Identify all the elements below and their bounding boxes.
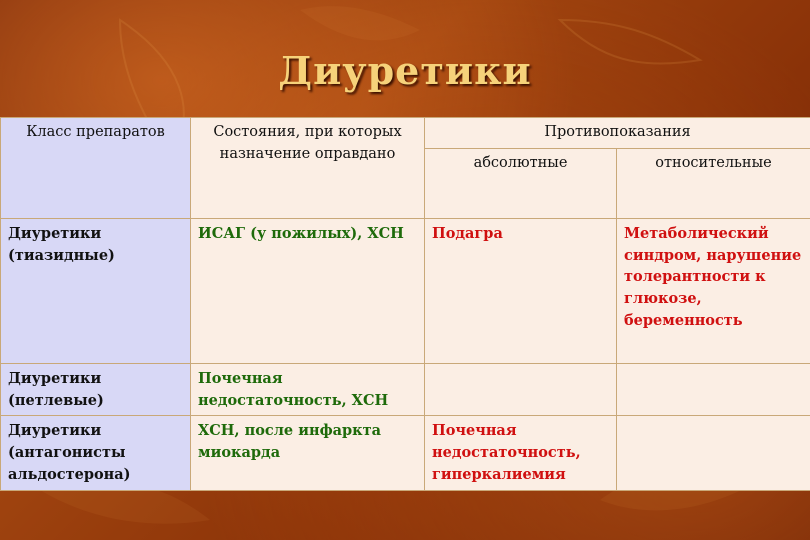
row-conditions-cell: ХСН, после инфаркта миокарда	[191, 416, 425, 490]
row-absolute-cell: Почечная недостаточность, гиперкалиемия	[425, 416, 617, 490]
row-conditions-cell: Почечная недостаточность, ХСН	[191, 363, 425, 416]
row-class-cell: Диуретики (петлевые)	[1, 363, 191, 416]
row-absolute-cell	[425, 363, 617, 416]
slide-title: Диуретики	[278, 48, 532, 93]
header-contraindications: Противопоказания	[425, 118, 810, 149]
diuretics-table	[0, 117, 810, 491]
row-relative-cell	[617, 416, 810, 490]
row-absolute-cell: Подагра	[425, 218, 617, 363]
row-class-cell: Диуретики (тиазидные)	[1, 218, 191, 363]
header-class: Класс препаратов	[1, 118, 191, 219]
table-row	[1, 218, 810, 363]
row-relative-cell: Метаболический синдром, нарушение толерантности к глюкозе, беременность	[617, 218, 810, 363]
row-conditions-cell: ИСАГ (у пожилых), ХСН	[191, 218, 425, 363]
header-conditions: Состояния, при которых назначение оправдано	[191, 118, 425, 219]
header-absolute: абсолютные	[425, 148, 617, 218]
row-class-cell: Диуретики (антагонисты альдостерона)	[1, 416, 191, 490]
header-relative: относительные	[617, 148, 810, 218]
table-row	[1, 363, 810, 416]
row-relative-cell	[617, 363, 810, 416]
table-row	[1, 416, 810, 490]
